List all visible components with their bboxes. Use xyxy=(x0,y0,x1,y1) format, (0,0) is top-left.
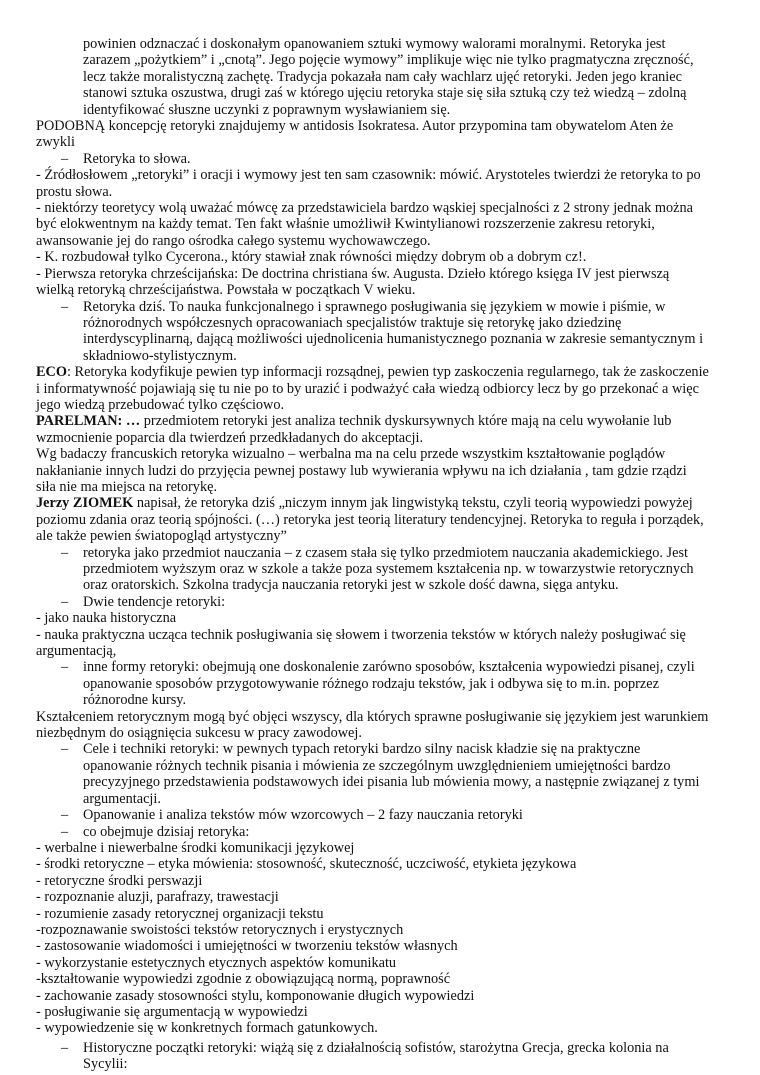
list-line: -kształtowanie wypowiedzi zgodnie z obowiązującą normą, poprawność xyxy=(36,971,451,988)
list-item-dwie-tendencje: – Dwie tendencje retoryki: xyxy=(61,593,226,610)
paragraph-parelman: PARELMAN: … przedmiotem retoryki jest analiza technik dyskursywnych które mają na celu wywołanie lub wzmocnienie poparcia dla twierdzeń przedkładanych do akceptacji. xyxy=(36,413,672,446)
author-parelman: PARELMAN: … xyxy=(36,413,141,430)
author-ziomek: Jerzy ZIOMEK xyxy=(36,495,134,512)
dash-bullet: – xyxy=(61,593,69,610)
paragraph-francuskie: Wg badaczy francuskich retoryka wizualno – werbalna ma na celu przede wszystkim kształtowanie poglądów nakłanianie innych ludzi do przyjęcia pewnej postawy lub wywierania wpływu na ich działania , tam gdzie rządzi siła nie ma miejsca na retorykę. xyxy=(36,446,687,495)
list-line: - werbalne i niewerbalne środki komunikacji językowej xyxy=(36,839,355,856)
paragraph-podobna: PODOBNĄ koncepcję retoryki znajdujemy w antidosis Isokratesa. Autor przypomina tam obywatelom Aten że zwykli xyxy=(36,118,674,151)
list-line: - wypowiedzenie się w konkretnych formach gatunkowych. xyxy=(36,1020,378,1037)
dash-bullet: – xyxy=(61,823,69,840)
list-item-retoryka-dzis: – Retoryka dziś. To nauka funkcjonalnego i sprawnego posługiwania się językiem w mowie i piśmie, w różnorodnych współczesnych opracowaniach specjalistów traktuje się retorykę jako dziedzinę interdyscyplinarną, dającą możliwości ujednolicenia humanistycznego poznania w zakresie semantycznym i składniowo-stylistycznym. xyxy=(61,298,704,364)
list-line: -rozpoznawanie swoistości tekstów retorycznych i erystycznych xyxy=(36,921,404,938)
dash-bullet: – xyxy=(61,298,69,315)
list-item-cele-i-techniki: – Cele i techniki retoryki: w pewnych typach retoryki bardzo silny nacisk kładzie się na praktyczne opanowanie różnych technik pisania i mówienia ze szczególnym uwzględnieniem umiejętności bardzo precyzyjnego przedstawienia podstawowych idei pisania lub mówienia mowy, a następnie związanej z tymi argumentacji. xyxy=(61,741,700,807)
list-line: - rozpoznanie aluzji, parafrazy, trawestacji xyxy=(36,889,279,906)
paragraph-nauka-historyczna: - jako nauka historyczna xyxy=(36,610,177,627)
list-line: - rozumienie zasady retorycznej organizacji tekstu xyxy=(36,905,324,922)
paragraph-nauka-praktyczna: - nauka praktyczna ucząca technik posługiwania się słowem i tworzenia tekstów w których należy posługiwać się argumentacją, xyxy=(36,626,686,660)
dash-bullet: – xyxy=(61,659,69,676)
dash-bullet: – xyxy=(61,544,69,561)
list-item-przedmiot-nauczania: – retoryka jako przedmiot nauczania – z czasem stała się tylko przedmiotem nauczania akademickiego. Jest przedmiotem wyższym oraz w szkole a także poza systemem kształcenia np. w towarzystwie retorycznych oraz oratorskich. Szkolna tradycja nauczania retoryki jest w szkole dość dawna, sięga antyku. xyxy=(61,544,694,594)
list-item-opanowanie: – Opanowanie i analiza tekstów mów wzorcowych – 2 fazy nauczania retoryki xyxy=(61,807,523,824)
list-line: - zastosowanie wiadomości i umiejętności w tworzeniu tekstów własnych xyxy=(36,938,458,955)
dash-bullet: – xyxy=(61,1039,69,1056)
dash-bullet: – xyxy=(61,150,69,167)
list-line: - wykorzystanie estetycznych etycznych aspektów komunikatu xyxy=(36,954,397,971)
paragraph-chrzescijanska: - Pierwsza retoryka chrześcijańska: De doctrina christiana św. Augusta. Dzieło którego księga IV jest pierwszą wielką retoryką chrześcijaństwa. Powstała w początkach V wieku. xyxy=(36,265,670,299)
list-line: - zachowanie zasady stosowności stylu, komponowanie długich wypowiedzi xyxy=(36,987,475,1004)
dash-bullet: – xyxy=(61,807,69,824)
list-line: - retoryczne środki perswazji xyxy=(36,872,203,889)
paragraph-eco: ECO: Retoryka kodyfikuje pewien typ informacji rozsądnej, pewien typ zaskoczenia regularnego, tak że zaskoczenie i informatywność pojawiają się tu nie po to by urazić i podważyć cała wiedzą odbiorcy lecz by go przekonać a więc jego wiedzą przebudować tylko częściowo. xyxy=(36,364,709,413)
list-item-inne-formy: – inne formy retoryki: obejmują one doskonalenie zarówno sposobów, kształcenia wypowiedzi pisanej, czyli opanowanie sposobów przygotowywanie różnego rodzaju tekstów, jak i odbywa się to m.in. poprzez różnorodne kursy. xyxy=(61,659,695,709)
list-item-co-obejmuje: – co obejmuje dzisiaj retoryka: xyxy=(61,823,250,840)
list-line: - środki retoryczne – etyka mówienia: stosowność, skuteczność, uczciwość, etykieta językowa xyxy=(36,856,577,873)
paragraph-teoretycy: - niektórzy teoretycy wolą uważać mówcę za przedstawiciela bardzo wąskiej specjalności z 2 strony jednak można być elokwentnym na każdy temat. Ten fakt właśnie umożliwił Kwintylianowi rozszerzenie zakresu retoryki, awansowanie jej do rango ośrodka całego systemu wychowawczego. xyxy=(36,200,693,249)
list-item-retoryka-to-slowa: – Retoryka to słowa. xyxy=(61,150,191,167)
list-line: - posługiwanie się argumentacją w wypowiedzi xyxy=(36,1003,308,1020)
paragraph-intro-continued: powinien odznaczać i doskonałym opanowaniem sztuki wymowy walorami moralnymi. Retoryka jest zarazem „pożytkiem” i „cnotą”. Jego pojęcie wymowy” implikuje więc nie tylko pragmatyczna zręczność, lecz także moralistyczną zachętę. Tradycja pokazała nam cały wachlarz ujęć retoryki. Jeden jego kraniec stanowi sztuka oszustwa, drugi zaś w którego ujęciu retoryka staje się siła sztuką czy też wiedzą – zdolną identyfikować słuszne uczynki z poprawnym wysławianiem się. xyxy=(83,36,694,118)
author-eco: ECO xyxy=(36,364,67,381)
list-item-historyczne-poczatki: – Historyczne początki retoryki: wiążą się z działalnością sofistów, starożytna Grecja, grecka kolonia na Sycylii: xyxy=(61,1039,669,1073)
dash-bullet: – xyxy=(61,741,69,758)
paragraph-cycerona: - K. rozbudował tylko Cycerona., który stawiał znak równości między dobrym ob a dobrym cz!. xyxy=(36,249,587,266)
paragraph-ziomek: Jerzy ZIOMEK napisał, że retoryka dziś „niczym innym jak lingwistyką tekstu, czyli teorią wypowiedzi powyżej poziomu zdania oraz teorią spójności. (…) retoryka jest teorią literatury tendencyjnej. Retoryka to reguła i porządek, ale także pewien światopogląd artystyczny” xyxy=(36,495,704,545)
paragraph-zrodloslowem: - Źródłosłowem „retoryki” i oracji i wymowy jest ten sam czasownik: mówić. Arystoteles twierdzi że retoryka to po prostu słowa. xyxy=(36,167,701,200)
paragraph-ksztalceniem: Kształceniem retorycznym mogą być objęci wszyscy, dla których sprawne posługiwanie się językiem jest warunkiem niezbędnym do osiągnięcia sukcesu w pracy zawodowej. xyxy=(36,708,709,742)
